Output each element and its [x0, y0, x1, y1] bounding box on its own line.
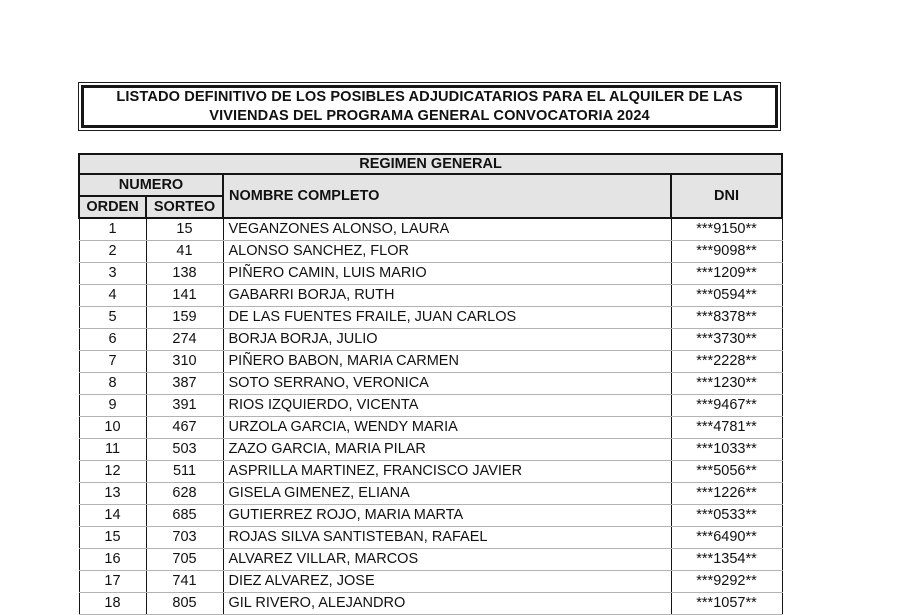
dni-cell: ***4781**: [671, 416, 782, 438]
table-row: [79, 262, 782, 284]
dni-cell: ***3730**: [671, 328, 782, 350]
column-group-numero: NUMERO: [79, 174, 223, 196]
orden-cell: 6: [79, 328, 146, 350]
nombre-cell: GIL RIVERO, ALEJANDRO: [223, 592, 671, 614]
column-header-sorteo: SORTEO: [146, 196, 223, 218]
sorteo-cell: 15: [146, 218, 223, 240]
table-row: [79, 306, 782, 328]
sorteo-cell: 387: [146, 372, 223, 394]
nombre-cell: PIÑERO BABON, MARIA CARMEN: [223, 350, 671, 372]
section-header-regimen-general: REGIMEN GENERAL: [79, 154, 782, 174]
nombre-cell: GISELA GIMENEZ, ELIANA: [223, 482, 671, 504]
nombre-cell: GABARRI BORJA, RUTH: [223, 284, 671, 306]
nombre-cell: ASPRILLA MARTINEZ, FRANCISCO JAVIER: [223, 460, 671, 482]
orden-cell: 14: [79, 504, 146, 526]
table-row: [79, 526, 782, 548]
nombre-cell: DIEZ ALVAREZ, JOSE: [223, 570, 671, 592]
section-header-row: [79, 154, 782, 174]
orden-cell: 7: [79, 350, 146, 372]
sorteo-cell: 391: [146, 394, 223, 416]
dni-cell: ***1033**: [671, 438, 782, 460]
dni-cell: ***9150**: [671, 218, 782, 240]
table-row: [79, 504, 782, 526]
dni-cell: ***5056**: [671, 460, 782, 482]
table-row: [79, 284, 782, 306]
orden-cell: 18: [79, 592, 146, 614]
nombre-cell: ALONSO SANCHEZ, FLOR: [223, 240, 671, 262]
orden-cell: 2: [79, 240, 146, 262]
table-row: [79, 548, 782, 570]
sorteo-cell: 467: [146, 416, 223, 438]
table-row: [79, 460, 782, 482]
nombre-cell: PIÑERO CAMIN, LUIS MARIO: [223, 262, 671, 284]
orden-cell: 10: [79, 416, 146, 438]
dni-cell: ***0594**: [671, 284, 782, 306]
dni-cell: ***1057**: [671, 592, 782, 614]
sorteo-cell: 628: [146, 482, 223, 504]
orden-cell: 1: [79, 218, 146, 240]
dni-cell: ***6490**: [671, 526, 782, 548]
dni-cell: ***1354**: [671, 548, 782, 570]
dni-cell: ***8378**: [671, 306, 782, 328]
orden-cell: 13: [79, 482, 146, 504]
sorteo-cell: 511: [146, 460, 223, 482]
sorteo-cell: 159: [146, 306, 223, 328]
adjudicatarios-table: [78, 153, 783, 615]
nombre-cell: VEGANZONES ALONSO, LAURA: [223, 218, 671, 240]
table-body: [79, 218, 782, 614]
document-title-inner-frame: [81, 85, 778, 128]
dni-cell: ***9098**: [671, 240, 782, 262]
nombre-cell: ZAZO GARCIA, MARIA PILAR: [223, 438, 671, 460]
column-group-row: [79, 174, 782, 196]
table-row: [79, 240, 782, 262]
table-row: [79, 438, 782, 460]
nombre-cell: SOTO SERRANO, VERONICA: [223, 372, 671, 394]
nombre-cell: ROJAS SILVA SANTISTEBAN, RAFAEL: [223, 526, 671, 548]
nombre-cell: BORJA BORJA, JULIO: [223, 328, 671, 350]
sorteo-cell: 703: [146, 526, 223, 548]
sorteo-cell: 310: [146, 350, 223, 372]
sorteo-cell: 805: [146, 592, 223, 614]
orden-cell: 8: [79, 372, 146, 394]
sorteo-cell: 138: [146, 262, 223, 284]
dni-cell: ***2228**: [671, 350, 782, 372]
table-row: [79, 350, 782, 372]
sorteo-cell: 741: [146, 570, 223, 592]
sorteo-cell: 685: [146, 504, 223, 526]
table-row: [79, 328, 782, 350]
dni-cell: ***1209**: [671, 262, 782, 284]
nombre-cell: DE LAS FUENTES FRAILE, JUAN CARLOS: [223, 306, 671, 328]
orden-cell: 17: [79, 570, 146, 592]
dni-cell: ***1226**: [671, 482, 782, 504]
column-header-nombre-completo: NOMBRE COMPLETO: [223, 174, 671, 218]
column-header-orden: ORDEN: [79, 196, 146, 218]
table-row: [79, 592, 782, 614]
nombre-cell: URZOLA GARCIA, WENDY MARIA: [223, 416, 671, 438]
dni-cell: ***9467**: [671, 394, 782, 416]
table-row: [79, 570, 782, 592]
nombre-cell: ALVAREZ VILLAR, MARCOS: [223, 548, 671, 570]
sorteo-cell: 705: [146, 548, 223, 570]
table-row: [79, 394, 782, 416]
orden-cell: 16: [79, 548, 146, 570]
table-row: [79, 218, 782, 240]
sorteo-cell: 41: [146, 240, 223, 262]
document-title-frame: [78, 82, 781, 131]
orden-cell: 12: [79, 460, 146, 482]
sorteo-cell: 503: [146, 438, 223, 460]
column-header-dni: DNI: [671, 174, 782, 218]
dni-cell: ***9292**: [671, 570, 782, 592]
sorteo-cell: 274: [146, 328, 223, 350]
table-row: [79, 372, 782, 394]
table-row: [79, 416, 782, 438]
orden-cell: 3: [79, 262, 146, 284]
orden-cell: 5: [79, 306, 146, 328]
sorteo-cell: 141: [146, 284, 223, 306]
orden-cell: 9: [79, 394, 146, 416]
orden-cell: 4: [79, 284, 146, 306]
dni-cell: ***1230**: [671, 372, 782, 394]
nombre-cell: GUTIERREZ ROJO, MARIA MARTA: [223, 504, 671, 526]
dni-cell: ***0533**: [671, 504, 782, 526]
nombre-cell: RIOS IZQUIERDO, VICENTA: [223, 394, 671, 416]
document-title: LISTADO DEFINITIVO DE LOS POSIBLES ADJUDICATARIOS PARA EL ALQUILER DE LAS VIVIENDAS DEL PROGRAMA GENERAL CONVOCATORIA 2024: [116, 88, 743, 124]
orden-cell: 15: [79, 526, 146, 548]
orden-cell: 11: [79, 438, 146, 460]
table-row: [79, 482, 782, 504]
